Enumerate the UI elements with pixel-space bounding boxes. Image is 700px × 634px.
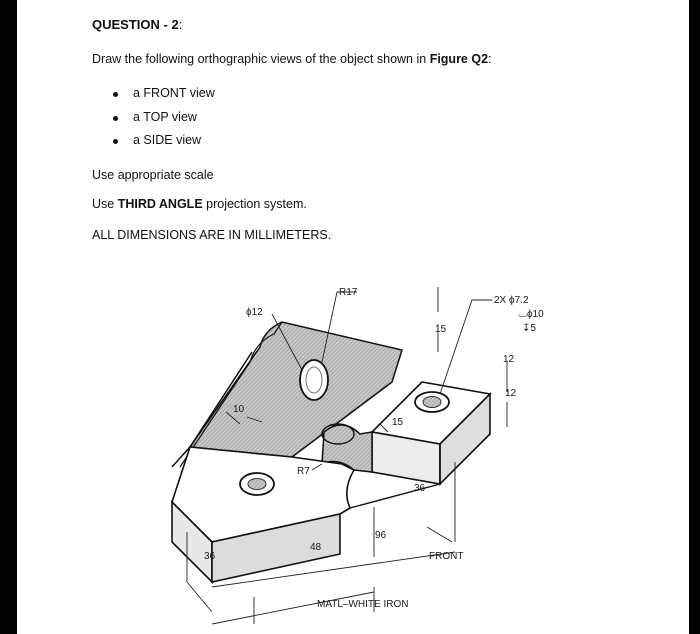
figure-reference: Figure Q2 — [429, 52, 489, 66]
label-48: 48 — [310, 542, 322, 553]
question-heading — [92, 17, 182, 32]
label-hole-spec-3: ↧5 — [522, 323, 536, 334]
projection-note — [92, 197, 307, 211]
label-12-b: 12 — [505, 388, 517, 399]
label-hole-spec-1: 2X ϕ7.2 — [494, 295, 529, 306]
scale-note: Use appropriate scale — [92, 168, 214, 182]
instruction-suffix: : — [488, 52, 492, 66]
document-page — [17, 0, 689, 634]
label-r7: R7 — [297, 466, 310, 477]
label-hole-spec-2: ⌴ϕ10 — [519, 309, 544, 320]
question-colon: : — [178, 17, 183, 32]
list-item: a FRONT view — [111, 86, 215, 110]
list-item: a SIDE view — [111, 133, 215, 157]
question-title: QUESTION - 2 — [92, 17, 179, 32]
dimensions-note: ALL DIMENSIONS ARE IN MILLIMETERS. — [92, 228, 332, 242]
label-36-left: 36 — [204, 551, 216, 562]
projection-emphasis: THIRD ANGLE — [117, 197, 203, 211]
figure-drawing — [142, 252, 565, 634]
web-hole — [300, 360, 328, 400]
label-r17: R17 — [339, 287, 358, 298]
list-item: a TOP view — [111, 110, 215, 134]
projection-suffix: projection system. — [202, 197, 307, 211]
left-counterbore-inner — [248, 479, 266, 490]
label-15-top: 15 — [435, 324, 447, 335]
instruction-prefix: Draw the following orthographic views of the object shown in — [92, 52, 430, 66]
instruction-text — [92, 52, 492, 66]
label-10: 10 — [233, 404, 245, 415]
views-list — [111, 86, 215, 157]
isometric-figure — [142, 252, 565, 634]
label-36-right: 36 — [414, 483, 426, 494]
label-front: FRONT — [429, 551, 464, 562]
label-12-a: 12 — [503, 354, 515, 365]
label-96: 96 — [375, 530, 387, 541]
projection-prefix: Use — [92, 197, 118, 211]
label-15-slot: 15 — [392, 417, 404, 428]
label-material: MATL–WHITE IRON — [317, 599, 409, 610]
label-phi12: ϕ12 — [246, 307, 263, 318]
right-counterbore-inner — [423, 397, 441, 408]
